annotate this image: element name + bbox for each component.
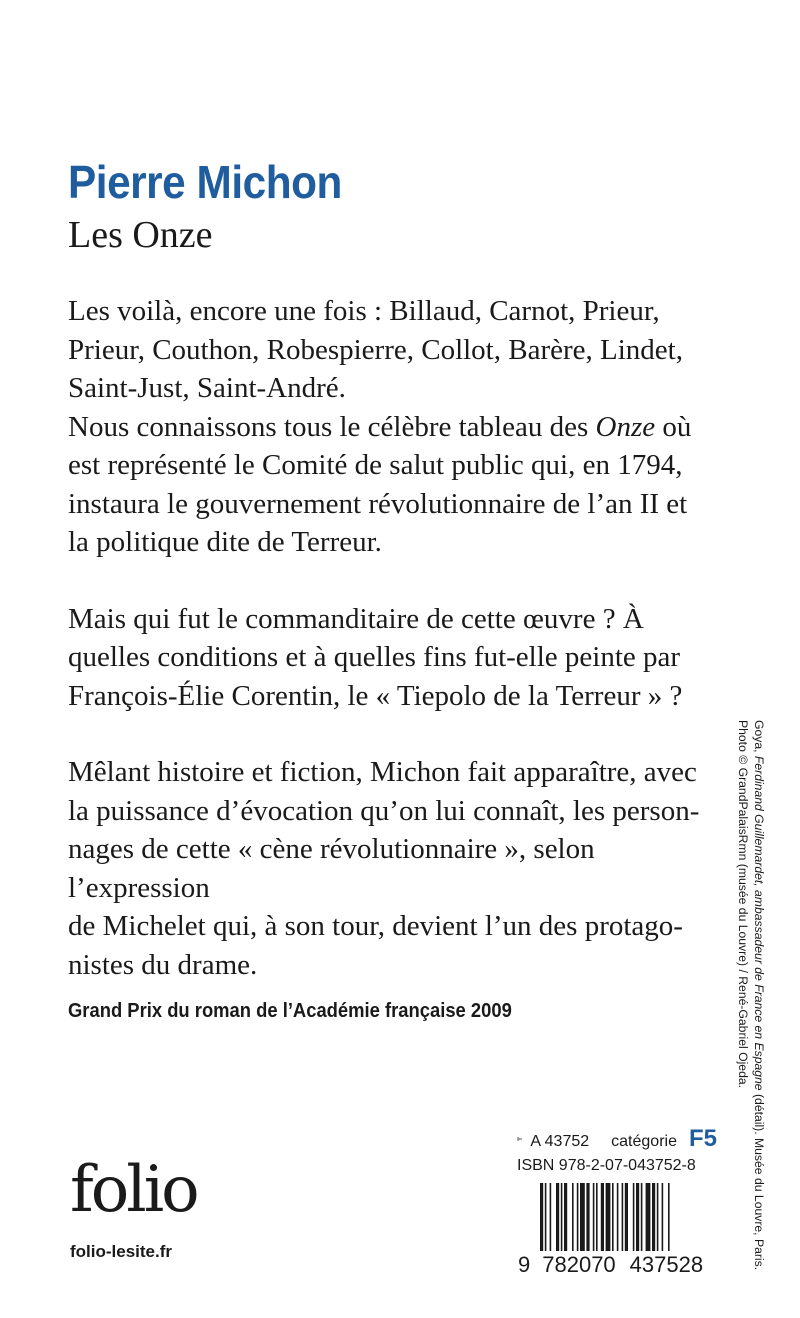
category-value: F5 [688,1125,717,1152]
isbn: ISBN 978-2-07-043752-8 [517,1157,696,1174]
blurb-line: instaura le gouvernement révolutionnaire de l’an II et [68,487,688,520]
barcode-bar [625,1183,628,1251]
blurb-line: Prieur, Couthon, Robespierre, Collot, Barère, Lindet, [68,333,683,366]
award-line: Grand Prix du roman de l’Académie française 2009 [68,1000,512,1022]
credit-line-2: Photo © GrandPalaisRmn (musée du Louvre) / René-Gabriel Ojeda. [736,720,750,1089]
blurb-line: est représenté le Comité de salut public qui, en 1794, [68,449,683,481]
catalog-code: A 43752 [530,1133,590,1150]
barcode-bar [586,1183,589,1251]
blurb-line: où [655,410,692,443]
barcode-bar [668,1183,670,1251]
publisher-logo: folio [70,1153,197,1227]
barcode-bar [657,1183,659,1251]
barcode-bar [540,1183,543,1251]
barcode-bar [556,1183,559,1251]
barcode-bar [641,1183,643,1251]
barcode-bar [646,1183,651,1251]
author-name: Pierre Michon [68,156,342,208]
barcode-bar [580,1183,585,1251]
credit-line-1 [751,720,767,1280]
barcode-bar [662,1183,664,1251]
barcode-bar [577,1183,579,1251]
book-codes [517,1125,717,1175]
book-title: Les Onze [68,214,213,256]
barcode-bar [593,1183,595,1251]
credit-work-title: Ferdinand Guillemardet, ambassadeur de France en Espagne [752,755,766,1091]
barcode-bar [612,1183,614,1251]
barcode-bar [636,1183,639,1251]
blurb-paragraph-1 [68,292,718,408]
barcode-bar [545,1183,547,1251]
barcode [540,1183,718,1251]
barcode-digit-group: 437528 [629,1252,704,1277]
blurb-line: la politique dite de Terreur. [68,526,382,558]
blurb-line: Nous connaissons tous le célèbre tableau des [68,410,596,443]
publisher-website: folio-lesite.fr [70,1242,173,1261]
blurb-line: Mais qui fut le commanditaire de cette œuvre ? À [68,602,644,635]
barcode-bar [622,1183,624,1251]
blurb-line: Mêlant histoire et fiction, Michon fait apparaître, avec [68,756,697,788]
blurb-line: François-Élie Corentin, le « Tiepolo de la Terreur » ? [68,679,683,712]
blurb-paragraph-3 [68,600,718,716]
blurb-line: nages de cette « cène révolutionnaire », selon l’expression [68,833,595,904]
barcode-bar [617,1183,619,1251]
barcode-bar [564,1183,567,1251]
credit-location: (détail). Musée du Louvre, Paris. [752,1090,766,1271]
blurb-paragraph-4 [68,753,718,984]
barcode-digit-group: 782070 [542,1252,616,1277]
credit-artist: Goya, [752,720,766,756]
barcode-bar [561,1183,563,1251]
barcode-bar [652,1183,655,1251]
barcode-bar [572,1183,574,1251]
blurb-line: nistes du drame. [68,948,258,981]
back-cover-blurb [68,292,718,984]
barcode-bar [550,1183,552,1251]
scissors-icon [517,1132,522,1146]
barcode-bar [633,1183,635,1251]
blurb-paragraph-2 [68,408,718,562]
barcode-bar [606,1183,611,1251]
category-label: catégorie [611,1133,677,1150]
barcode-bar [601,1183,604,1251]
painting-title: Onze [595,410,656,443]
blurb-line: de Michelet qui, à son tour, devient l’un des protago- [68,910,683,942]
image-credits [735,720,766,1280]
barcode-digits [518,1252,718,1278]
blurb-line: la puissance d’évocation qu’on lui connaît, les person- [68,794,700,827]
blurb-line: Saint-Just, Saint-André. [68,372,346,404]
barcode-digit-group: 9 [518,1252,531,1277]
blurb-line: quelles conditions et à quelles fins fut-elle peinte par [68,641,681,673]
barcode-bar [596,1183,598,1251]
blurb-line: Les voilà, encore une fois : Billaud, Carnot, Prieur, [68,295,660,327]
